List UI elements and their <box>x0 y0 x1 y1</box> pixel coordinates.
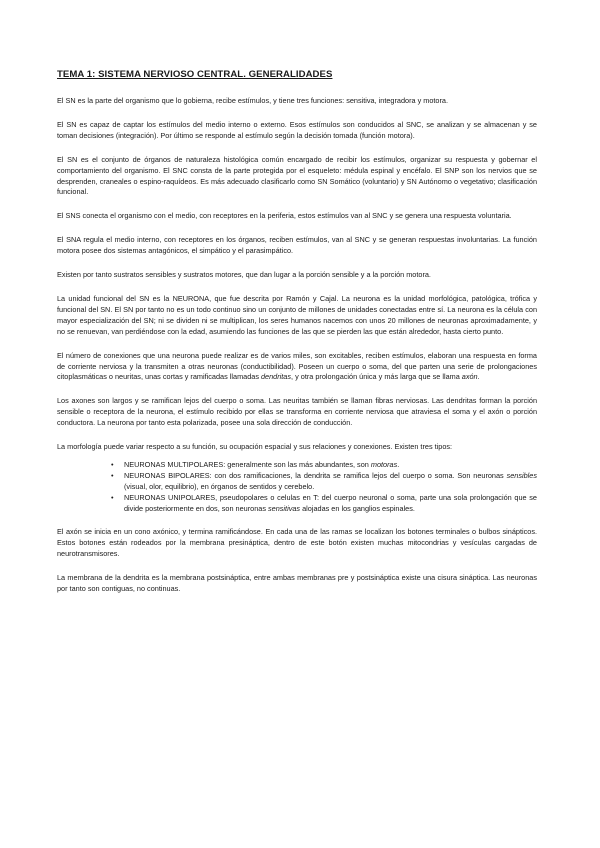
paragraph-sn-definition: El SN es la parte del organismo que lo gobierna, recibe estímulos, y tiene tres funciones: sensitiva, integradora y motora. <box>57 96 448 105</box>
paragraph-stimuli: El SN es capaz de captar los estímulos del medio interno o externo. Esos estímulos son conducidos al SNC, se analizan y se almacenan y se toman decisiones (integración). Por último se responde al estímulo según la decisión tomada (función motora). <box>57 119 537 140</box>
page-title: TEMA 1: SISTEMA NERVIOSO CENTRAL. GENERALIDADES <box>57 69 333 80</box>
connections-text-mid: , y otra prolongación única y más larga que se llama <box>291 372 460 382</box>
paragraph-sns: El SNS conecta el organismo con el medio, con receptores en la periferia, estos estímulos van al SNC y se genera una respuesta voluntaria. <box>57 211 512 221</box>
document-body <box>57 68 537 608</box>
term-dendritas: dendritas <box>261 372 292 382</box>
list-item-text: NEURONAS BIPOLARES: con dos ramificaciones, la dendrita se ramifica lejos del cuerpo o soma. Son neuronas <box>124 470 504 480</box>
paragraph-axons: Los axones son largos y se ramifican lejos del cuerpo o soma. Las neuritas también se llaman fibras nerviosas. Las dendritas forman la porción sensible o receptora de la neurona, el estímulo recibido por ellas se transforma en corriente nerviosa que atraviesa el soma y el axón o porción conductora. La neurona por tanto esta polarizada, posee una sola dirección de conducción. <box>57 396 537 428</box>
paragraph-sna: El SNA regula el medio interno, con receptores en los órganos, reciben estímulos, van al SNC y se generan respuestas involuntarias. La función motora posee dos sistemas antagónicos, el simpático y el parasimpático. <box>57 235 537 256</box>
list-item-text: NEURONAS UNIPOLARES, pseudopolares o celulas en T: del cuerpo neuronal o soma, parte una sola prolongación que se divide posteriormente en dos, son neuronas <box>124 492 537 513</box>
paragraph-synapse: La membrana de la dendrita es la membrana postsináptica, entre ambas membranas pre y postsináptica existe una cisura sináptica. Las neuronas por tanto son contiguas, no continuas. <box>57 573 537 594</box>
connections-text-end: . <box>477 372 480 382</box>
list-item-text-end: (visual, olor, equilibrio), en órganos de sentidos y cerebelo. <box>124 481 315 491</box>
connections-text: El número de conexiones que una neurona puede realizar es de varios miles, son excitables, reciben estímulos, elaboran una respuesta en forma de corriente nerviosa y la transmiten a otras neuronas (conductibilidad). Poseen un cuerpo o soma, del que parten una serie de prolongaciones citoplasmáticas o neuritas, unas cortas y ramificadas llamadas <box>57 350 537 382</box>
paragraph-sn-organs: El SN es el conjunto de órganos de naturaleza histológica común encargado de recibir los estímulos, organizar su respuesta y gobernar el comportamiento del organismo. El SNC consta de la parte protegida por el esqueleto: médula espinal y encéfalo. El SNP son los nervios que se desprenden, craneales o espino-raquídeos. Es más adecuado clasificarlo como SN Somático (voluntario) y SN Autónomo o vegetativo; clasificación funcional. <box>57 154 537 197</box>
term-sensitivas: sensitivas <box>268 503 301 513</box>
paragraph-neuron-unit: La unidad funcional del SN es la NEURONA, que fue descrita por Ramón y Cajal. La neurona es la unidad morfológica, patológica, trófica y funcional del SN. El SN por tanto no es un todo continuo sino un conjunto de millones de unidades conectadas entre sí. La neurona es la célula con mayor especialización del SN; ni se dividen ni se multiplican, los seres humanos nacemos con unos 20 millones de neuronas aproximadamente, y no se renuevan, van perdiéndose con la edad, asumiendo las funciones de las que se pierden las que están alrededor, hasta cierto punto. <box>57 293 537 336</box>
term-motoras: motoras <box>370 459 398 469</box>
paragraph-substrates: Existen por tanto sustratos sensibles y sustratos motores, que dan lugar a la porción sensible y a la porción motora. <box>57 270 431 280</box>
neuron-types-list <box>57 460 537 515</box>
list-item-text-end: alojadas en los ganglios espinales. <box>302 503 415 513</box>
paragraph-connections <box>57 351 537 384</box>
list-item-bipolar <box>124 471 537 493</box>
term-axon: axón <box>461 372 478 382</box>
term-sensibles: sensibles <box>506 470 537 480</box>
list-item-unipolar <box>124 493 537 515</box>
list-item-text-end: . <box>397 459 400 469</box>
list-item-text: NEURONAS MULTIPOLARES: generalmente son las más abundantes, son <box>124 459 369 469</box>
paragraph-morphology: La morfología puede variar respecto a su función, su ocupación espacial y sus relaciones y conexiones. Existen tres tipos: <box>57 442 453 452</box>
paragraph-axon-terminals: El axón se inicia en un cono axónico, y termina ramificándose. En cada una de las ramas se localizan los botones terminales o bulbos sinápticos. Estos botones están rodeados por la membrana presináptica, dentro de este botón existen muchas mitocondrias y vesículas cargadas de neurotransmisores. <box>57 527 537 559</box>
list-item-multipolar <box>124 460 537 471</box>
